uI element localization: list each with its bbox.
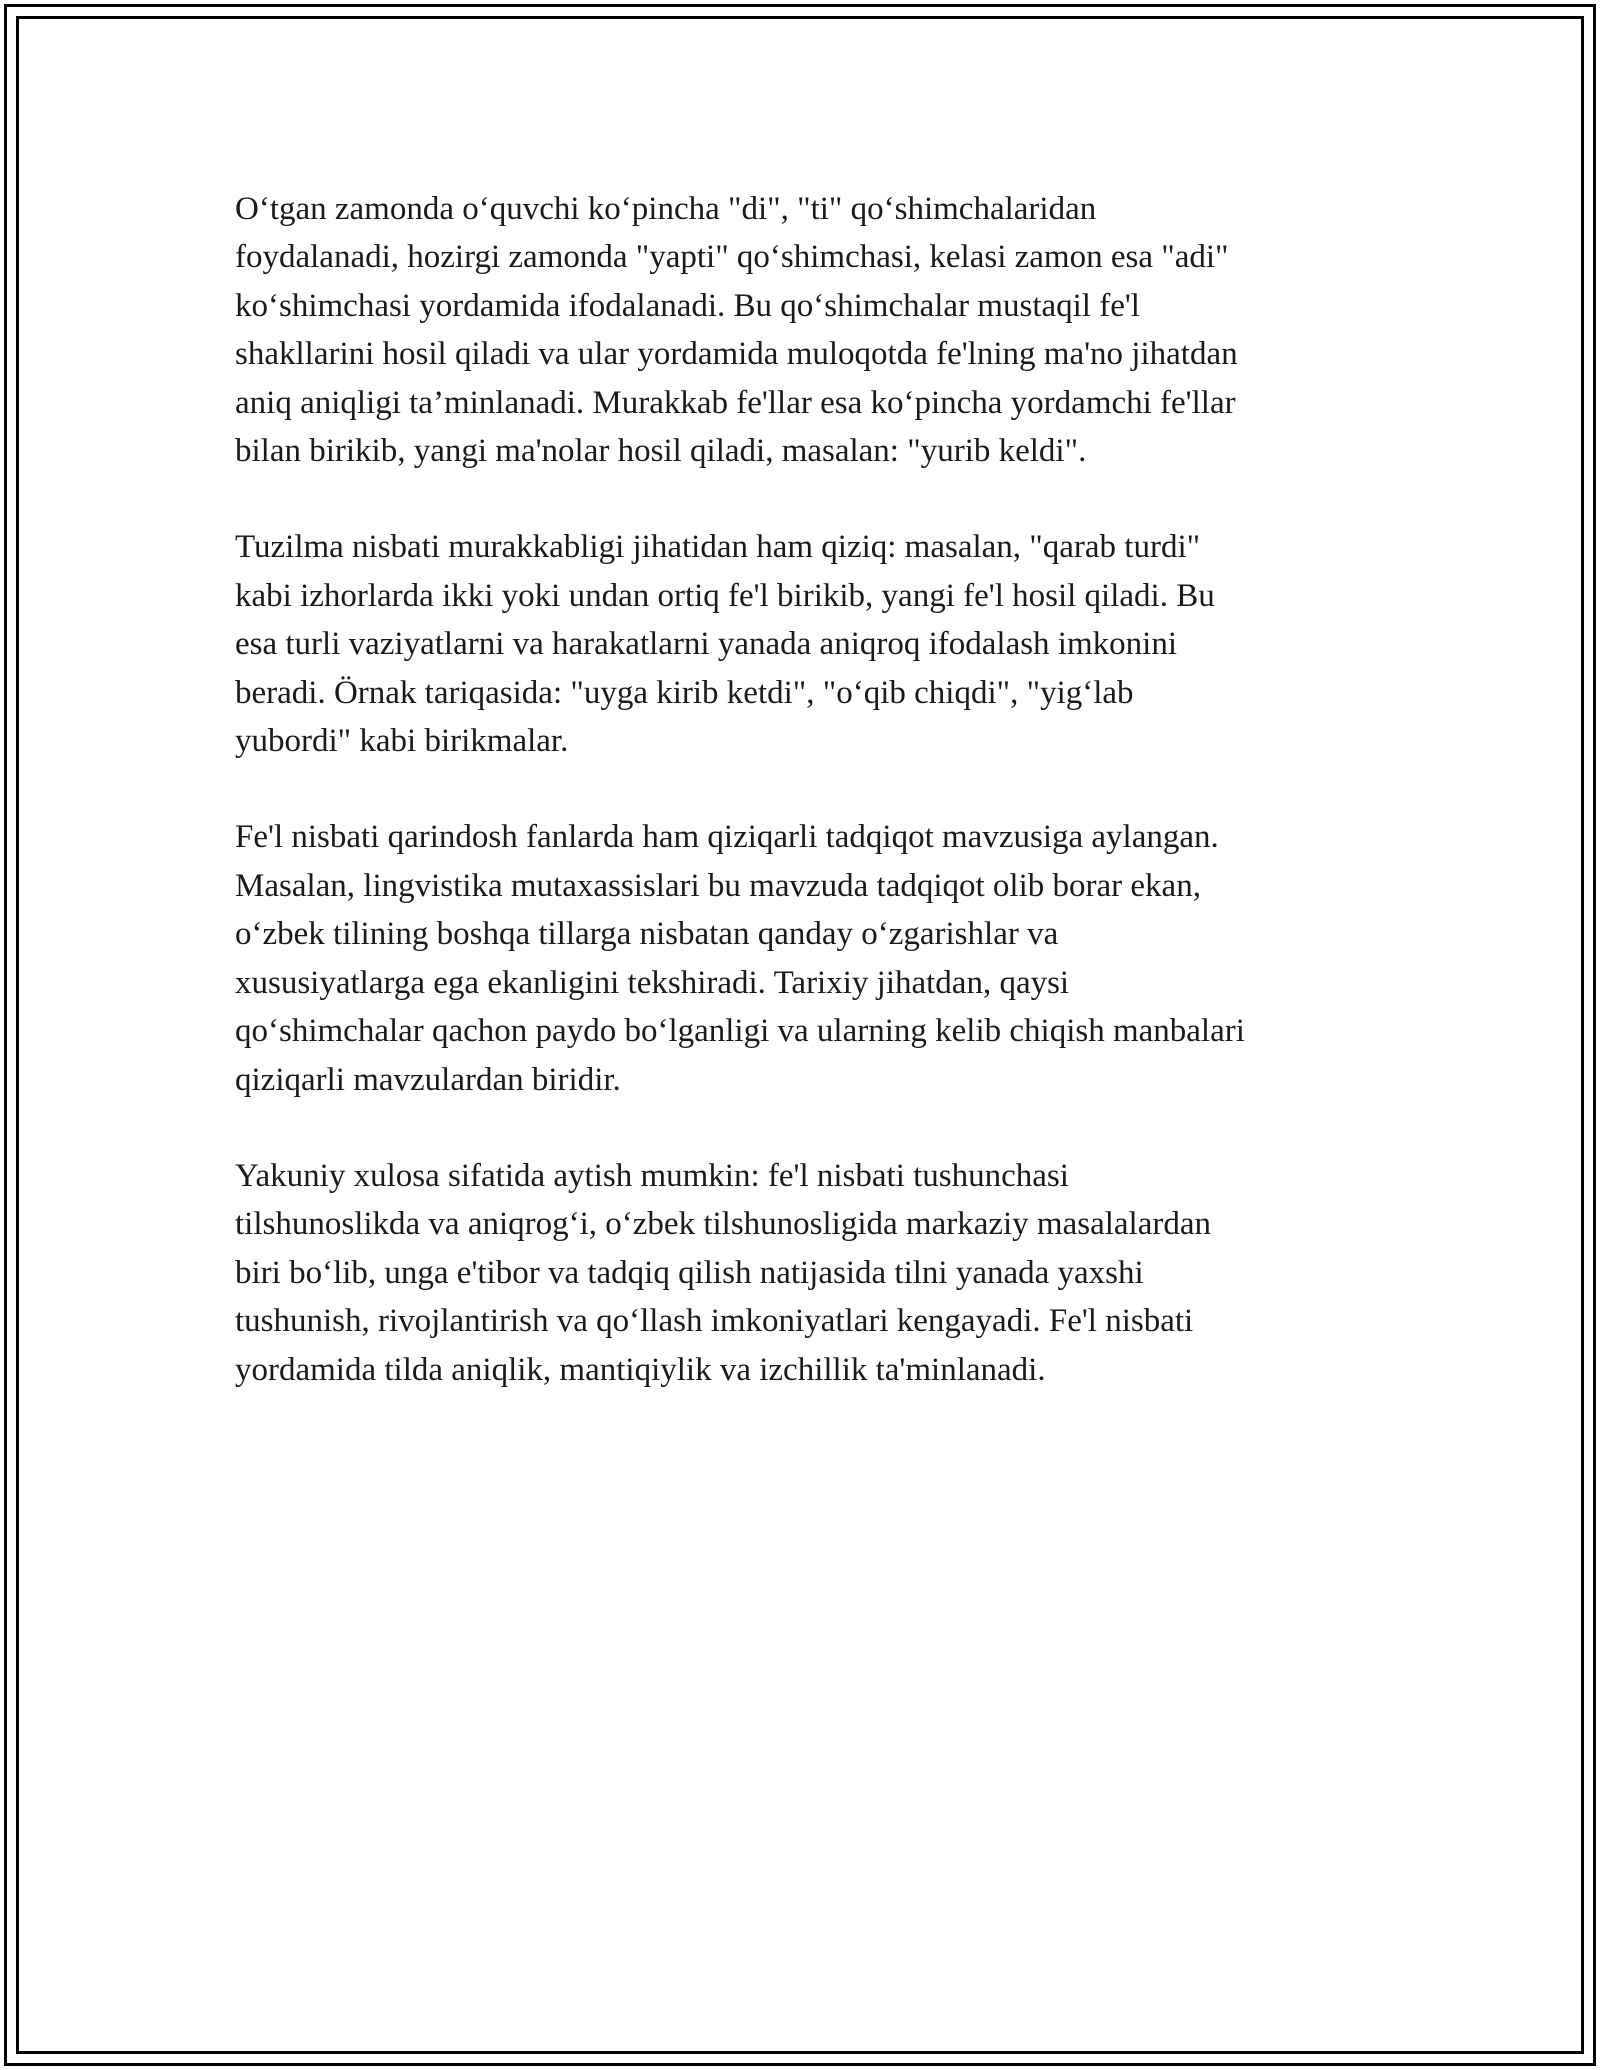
text-line: xususiyatlarga ega ekanligini tekshiradi. Tarixiy jihatdan, qaysi — [235, 964, 1070, 1001]
text-line: Tuzilma nisbati murakkabligi jihatidan ham qiziq: masalan, "qarab turdi" — [235, 529, 1201, 566]
text-line: Yakuniy xulosa sifatida aytish mumkin: fe'l nisbati tushunchasi — [235, 1157, 1069, 1194]
text-line: qiziqarli mavzulardan biridir. — [235, 1061, 621, 1098]
text-line: qo‘shimchalar qachon paydo bo‘lganligi va ularning kelib chiqish manbalari — [235, 1013, 1245, 1050]
text-line: esa turli vaziyatlarni va harakatlarni yanada aniqroq ifodalash imkonini — [235, 626, 1177, 663]
text-line: bilan birikib, yangi ma'nolar hosil qiladi, masalan: "yurib keldi". — [235, 433, 1087, 470]
text-line: yubordi" kabi birikmalar. — [235, 723, 569, 760]
paragraph-2 — [235, 523, 1365, 765]
paragraph-3 — [235, 813, 1365, 1103]
text-line: foydalanadi, hozirgi zamonda "yapti" qo‘shimchasi, kelasi zamon esa "adi" — [235, 239, 1229, 276]
text-line: O‘tgan zamonda o‘quvchi ko‘pincha "di", "ti" qo‘shimchalaridan — [235, 191, 1097, 227]
text-line: tilshunoslikda va aniqrog‘i, o‘zbek tilshunosligida markaziy masalalardan — [235, 1206, 1211, 1243]
text-line: yordamida tilda aniqlik, mantiqiylik va izchillik ta'minlanadi. — [235, 1351, 1046, 1388]
text-line: kabi izhorlarda ikki yoki undan ortiq fe'l birikib, yangi fe'l hosil qiladi. Bu — [235, 577, 1215, 614]
paragraph-4 — [235, 1152, 1365, 1394]
text-line: o‘zbek tilining boshqa tillarga nisbatan qanday o‘zgarishlar va — [235, 916, 1059, 953]
text-line: aniq aniqligi ta’minlanadi. Murakkab fe'llar esa ko‘pincha yordamchi fe'llar — [235, 384, 1236, 421]
text-line: shakllarini hosil qiladi va ular yordamida muloqotda fe'lning ma'no jihatdan — [235, 336, 1238, 373]
text-line: Masalan, lingvistika mutaxassislari bu mavzuda tadqiqot olib borar ekan, — [235, 867, 1201, 904]
text-line: tushunish, rivojlantirish va qo‘llash imkoniyatlari kengayadi. Fe'l nisbati — [235, 1303, 1194, 1340]
paragraph-1 — [235, 185, 1365, 475]
text-line: Fe'l nisbati qarindosh fanlarda ham qiziqarli tadqiqot mavzusiga aylangan. — [235, 819, 1219, 856]
text-line: ko‘shimchasi yordamida ifodalanadi. Bu qo‘shimchalar mustaqil fe'l — [235, 287, 1140, 324]
document-body — [235, 185, 1365, 1442]
text-line: biri bo‘lib, unga e'tibor va tadqiq qilish natijasida tilni yanada yaxshi — [235, 1254, 1144, 1291]
text-line: beradi. Örnak tariqasida: "uyga kirib ketdi", "o‘qib chiqdi", "yig‘lab — [235, 674, 1134, 711]
